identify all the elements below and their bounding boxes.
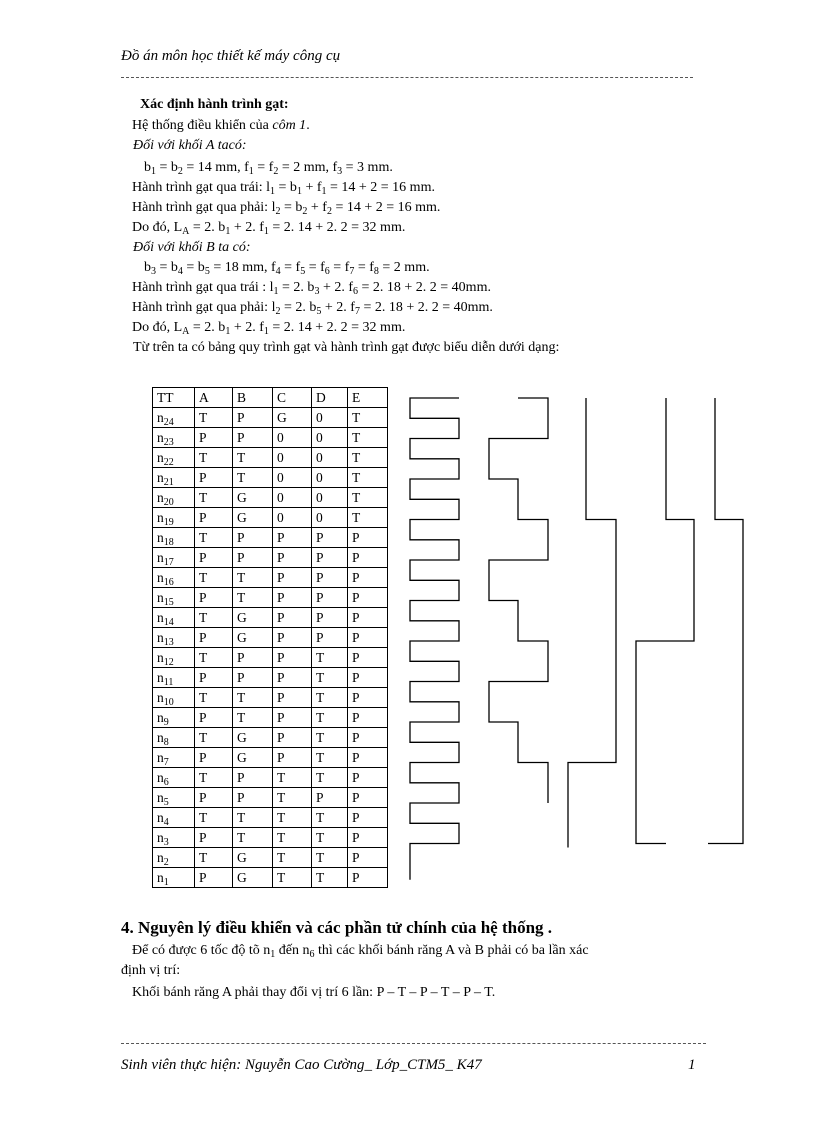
shift-path-c	[568, 398, 616, 848]
speed-subscript: 19	[163, 517, 174, 528]
table-cell: T	[273, 848, 312, 868]
table-cell: G	[233, 868, 273, 888]
formula-line: Hành trình gạt qua phải: $l_2 = 2$. $b_5 + 2$. $f_7 = 2$. 18 + 2. 2 = 40mm.	[132, 300, 493, 317]
speed-subscript: 11	[163, 677, 174, 688]
table-cell: P	[195, 668, 233, 688]
table-cell: P	[348, 588, 388, 608]
speed-subscript: 13	[163, 637, 174, 648]
speed-label-cell: $n_{14}$	[153, 608, 195, 628]
table-cell: T	[348, 488, 388, 508]
table-cell: P	[273, 588, 312, 608]
table-cell: P	[195, 828, 233, 848]
table-cell: T	[233, 828, 273, 848]
table-cell: G	[233, 608, 273, 628]
table-cell: P	[348, 548, 388, 568]
speed-label-cell: $n_3$	[153, 828, 195, 848]
speed-subscript: 3	[163, 837, 169, 848]
table-cell: T	[195, 488, 233, 508]
speed-label-cell: $n_2$	[153, 848, 195, 868]
section-4-para-line2: định vị trí:	[121, 963, 181, 978]
section-4-title: 4. Nguyên lý điều khiển và các phần tử chính của hệ thống .	[121, 918, 553, 937]
formula-line: Hành trình gạt qua trái: $l_1 = b_1 + f_1 = 14 + 2 = 16$ mm.	[132, 180, 435, 197]
speed-subscript: 22	[163, 457, 174, 468]
table-cell: T	[195, 528, 233, 548]
shift-path-e	[708, 398, 743, 844]
table-cell: G	[233, 848, 273, 868]
table-cell: P	[348, 728, 388, 748]
table-cell: P	[348, 668, 388, 688]
table-cell: T	[233, 568, 273, 588]
section-4-para-line1	[132, 941, 589, 961]
table-cell: P	[312, 568, 348, 588]
control-system-line: Hệ thống điều khiển của côm 1.	[132, 118, 310, 133]
table-cell: 0	[312, 508, 348, 528]
speed-subscript: 21	[163, 477, 174, 488]
table-cell: G	[273, 408, 312, 428]
table-cell: T	[195, 728, 233, 748]
formula-line: Hành trình gạt qua trái : $l_1 = 2$. $b_3 + 2$. $f_6 = 2$. 18 + 2. 2 = 40mm.	[132, 280, 491, 297]
table-cell: P	[348, 768, 388, 788]
table-cell: P	[233, 548, 273, 568]
table-cell: T	[233, 448, 273, 468]
shift-path-a	[410, 398, 459, 880]
table-cell: G	[233, 748, 273, 768]
table-cell: T	[195, 808, 233, 828]
table-cell: P	[348, 808, 388, 828]
table-cell: T	[233, 588, 273, 608]
table-cell: P	[195, 868, 233, 888]
speed-subscript: 4	[163, 817, 169, 828]
table-cell: P	[348, 748, 388, 768]
speed-label-cell: $n_7$	[153, 748, 195, 768]
table-cell: T	[233, 808, 273, 828]
speed-subscript: 1	[163, 877, 169, 888]
speed-label-cell: $n_{17}$	[153, 548, 195, 568]
table-cell: 0	[273, 468, 312, 488]
table-cell: P	[312, 628, 348, 648]
table-cell: P	[195, 548, 233, 568]
formula-line: Hành trình gạt qua phải: $l_2 = b_2 + f_2 = 14 + 2 = 16$ mm.	[132, 200, 441, 217]
table-cell: T	[195, 848, 233, 868]
table-cell: P	[273, 628, 312, 648]
table-cell: T	[273, 808, 312, 828]
table-cell: T	[195, 768, 233, 788]
table-header-cell: A	[195, 388, 233, 408]
formula-line: $b_1 = b_2 = 14$ mm, $f_1 = f_2 = 2$ mm, $f_3 = 3$ mm.	[144, 160, 393, 177]
table-cell: G	[233, 628, 273, 648]
table-cell: T	[273, 788, 312, 808]
table-cell: 0	[312, 448, 348, 468]
table-cell: P	[233, 408, 273, 428]
table-cell: T	[195, 648, 233, 668]
table-cell: P	[233, 528, 273, 548]
speed-label-cell: $n_4$	[153, 808, 195, 828]
table-cell: T	[233, 708, 273, 728]
speed-subscript: 9	[163, 717, 169, 728]
table-cell: 0	[312, 428, 348, 448]
block-a-heading: Đối với khối A tacó:	[133, 138, 247, 153]
section-heading: Xác định hành trình gạt:	[140, 97, 289, 112]
table-cell: P	[233, 428, 273, 448]
speed-subscript: 7	[163, 757, 169, 768]
speed-label-cell: $n_{15}$	[153, 588, 195, 608]
speed-label-cell: $n_9$	[153, 708, 195, 728]
speed-subscript: 17	[163, 557, 174, 568]
table-cell: T	[312, 808, 348, 828]
table-cell: P	[312, 548, 348, 568]
table-cell: T	[312, 868, 348, 888]
table-cell: P	[312, 608, 348, 628]
speed-subscript: 10	[163, 697, 174, 708]
speed-subscript: 14	[163, 617, 174, 628]
speed-label-cell: $n_{22}$	[153, 448, 195, 468]
para-sub: 6	[309, 949, 315, 960]
formula-line: Do đó, $L_A = 2$. $b_1 + 2$. $f_1 = 2$. 14 + 2. 2 = 32 mm.	[132, 320, 406, 337]
speed-label-cell: $n_{11}$	[153, 668, 195, 688]
table-cell: P	[348, 688, 388, 708]
table-cell: P	[233, 768, 273, 788]
speed-subscript: 24	[163, 417, 174, 428]
para-text: đến n	[275, 943, 310, 958]
control-system-em: côm 1	[272, 118, 307, 133]
shift-path-d	[636, 398, 694, 844]
table-cell: 0	[312, 488, 348, 508]
para-text: thì các khối bánh răng A và B phải có ba lần xác	[314, 943, 589, 958]
speed-subscript: 6	[163, 777, 169, 788]
shift-path-b	[489, 398, 548, 803]
table-cell: P	[348, 848, 388, 868]
speed-subscript: 18	[163, 537, 174, 548]
speed-label-cell: $n_5$	[153, 788, 195, 808]
table-cell: P	[273, 568, 312, 588]
table-cell: P	[273, 728, 312, 748]
table-cell: T	[348, 408, 388, 428]
summary-line: Từ trên ta có bảng quy trình gạt và hành trình gạt được biểu diễn dưới dạng:	[133, 340, 560, 355]
table-cell: P	[312, 588, 348, 608]
table-cell: T	[233, 468, 273, 488]
table-cell: T	[312, 728, 348, 748]
speed-label-cell: $n_{13}$	[153, 628, 195, 648]
speed-label-cell: $n_{10}$	[153, 688, 195, 708]
speed-label-cell: $n_{21}$	[153, 468, 195, 488]
table-cell: P	[233, 648, 273, 668]
speed-subscript: 15	[163, 597, 174, 608]
table-cell: P	[348, 708, 388, 728]
section-4-para-line3: Khối bánh răng A phải thay đổi vị trí 6 lần: P – T – P – T – P – T.	[132, 985, 496, 1000]
table-cell: T	[348, 508, 388, 528]
table-cell: T	[273, 828, 312, 848]
table-cell: P	[233, 788, 273, 808]
speed-label-cell: $n_{16}$	[153, 568, 195, 588]
table-cell: T	[312, 768, 348, 788]
table-cell: 0	[273, 488, 312, 508]
table-cell: T	[273, 868, 312, 888]
speed-label-cell: $n_8$	[153, 728, 195, 748]
table-cell: P	[348, 608, 388, 628]
table-cell: T	[348, 468, 388, 488]
table-cell: T	[312, 848, 348, 868]
speed-subscript: 23	[163, 437, 174, 448]
page-header-title: Đồ án môn học thiết kế máy công cụ	[121, 48, 341, 64]
para-sub: 1	[270, 949, 276, 960]
table-cell: T	[195, 568, 233, 588]
table-cell: 0	[312, 408, 348, 428]
table-cell: T	[195, 688, 233, 708]
speed-label-cell: $n_{18}$	[153, 528, 195, 548]
table-cell: G	[233, 508, 273, 528]
table-cell: P	[312, 788, 348, 808]
table-cell: P	[348, 528, 388, 548]
speed-subscript: 12	[163, 657, 174, 668]
speed-label-cell: $n_{20}$	[153, 488, 195, 508]
table-cell: P	[348, 788, 388, 808]
table-cell: P	[195, 508, 233, 528]
speed-label-cell: $n_{12}$	[153, 648, 195, 668]
table-cell: T	[233, 688, 273, 708]
footer-divider	[121, 1043, 706, 1044]
table-cell: 0	[312, 468, 348, 488]
speed-label-cell: $n_{23}$	[153, 428, 195, 448]
table-cell: T	[195, 608, 233, 628]
block-b-heading: Đối với khối B ta có:	[133, 240, 251, 255]
speed-subscript: 20	[163, 497, 174, 508]
table-cell: P	[348, 828, 388, 848]
table-cell: 0	[273, 428, 312, 448]
table-cell: P	[195, 628, 233, 648]
table-cell: T	[348, 448, 388, 468]
speed-label-cell: $n_1$	[153, 868, 195, 888]
table-cell: G	[233, 488, 273, 508]
table-header-cell: D	[312, 388, 348, 408]
table-cell: 0	[273, 508, 312, 528]
table-cell: T	[273, 768, 312, 788]
footer-page-number: 1	[688, 1057, 696, 1073]
table-header-cell: E	[348, 388, 388, 408]
table-cell: P	[195, 468, 233, 488]
formula-line: Do đó, $L_A = 2$. $b_1 + 2$. $f_1 = 2$. 14 + 2. 2 = 32 mm.	[132, 220, 406, 237]
table-cell: G	[233, 728, 273, 748]
table-header-cell: TT	[153, 388, 195, 408]
table-cell: P	[195, 588, 233, 608]
table-cell: P	[233, 668, 273, 688]
table-cell: T	[312, 828, 348, 848]
table-cell: P	[195, 748, 233, 768]
table-cell: P	[348, 568, 388, 588]
table-cell: P	[348, 628, 388, 648]
table-cell: T	[312, 708, 348, 728]
table-cell: T	[348, 428, 388, 448]
table-cell: T	[312, 648, 348, 668]
speed-subscript: 16	[163, 577, 174, 588]
table-cell: P	[348, 648, 388, 668]
table-cell: P	[195, 788, 233, 808]
control-system-text: Hệ thống điều khiển của	[132, 118, 273, 133]
footer-author: Sinh viên thực hiện: Nguyễn Cao Cường_ Lớp_CTM5_ K47	[121, 1057, 482, 1073]
speed-subscript: 2	[163, 857, 169, 868]
para-text: Để có được 6 tốc độ tõ n	[132, 943, 271, 958]
table-cell: P	[348, 868, 388, 888]
table-cell: P	[195, 708, 233, 728]
table-cell: T	[312, 668, 348, 688]
speed-label-cell: $n_{19}$	[153, 508, 195, 528]
formula-line: $b_3 = b_4 = b_5 = 18$ mm, $f_4 = f_5 = f_6 = f_7 = f_8 = 2$ mm.	[144, 260, 430, 277]
table-cell: P	[312, 528, 348, 548]
table-cell: T	[195, 448, 233, 468]
table-header-cell: B	[233, 388, 273, 408]
table-cell: P	[273, 688, 312, 708]
table-cell: P	[273, 608, 312, 628]
table-cell: 0	[273, 448, 312, 468]
speed-subscript: 5	[163, 797, 169, 808]
table-header-cell: C	[273, 388, 312, 408]
table-cell: T	[195, 408, 233, 428]
table-cell: P	[273, 528, 312, 548]
speed-subscript: 8	[163, 737, 169, 748]
table-cell: P	[273, 748, 312, 768]
speed-label-cell: $n_{24}$	[153, 408, 195, 428]
speed-label-cell: $n_6$	[153, 768, 195, 788]
table-cell: P	[273, 708, 312, 728]
table-cell: T	[312, 748, 348, 768]
table-cell: P	[273, 668, 312, 688]
table-cell: P	[273, 548, 312, 568]
table-cell: P	[195, 428, 233, 448]
table-cell: P	[273, 648, 312, 668]
table-cell: T	[312, 688, 348, 708]
